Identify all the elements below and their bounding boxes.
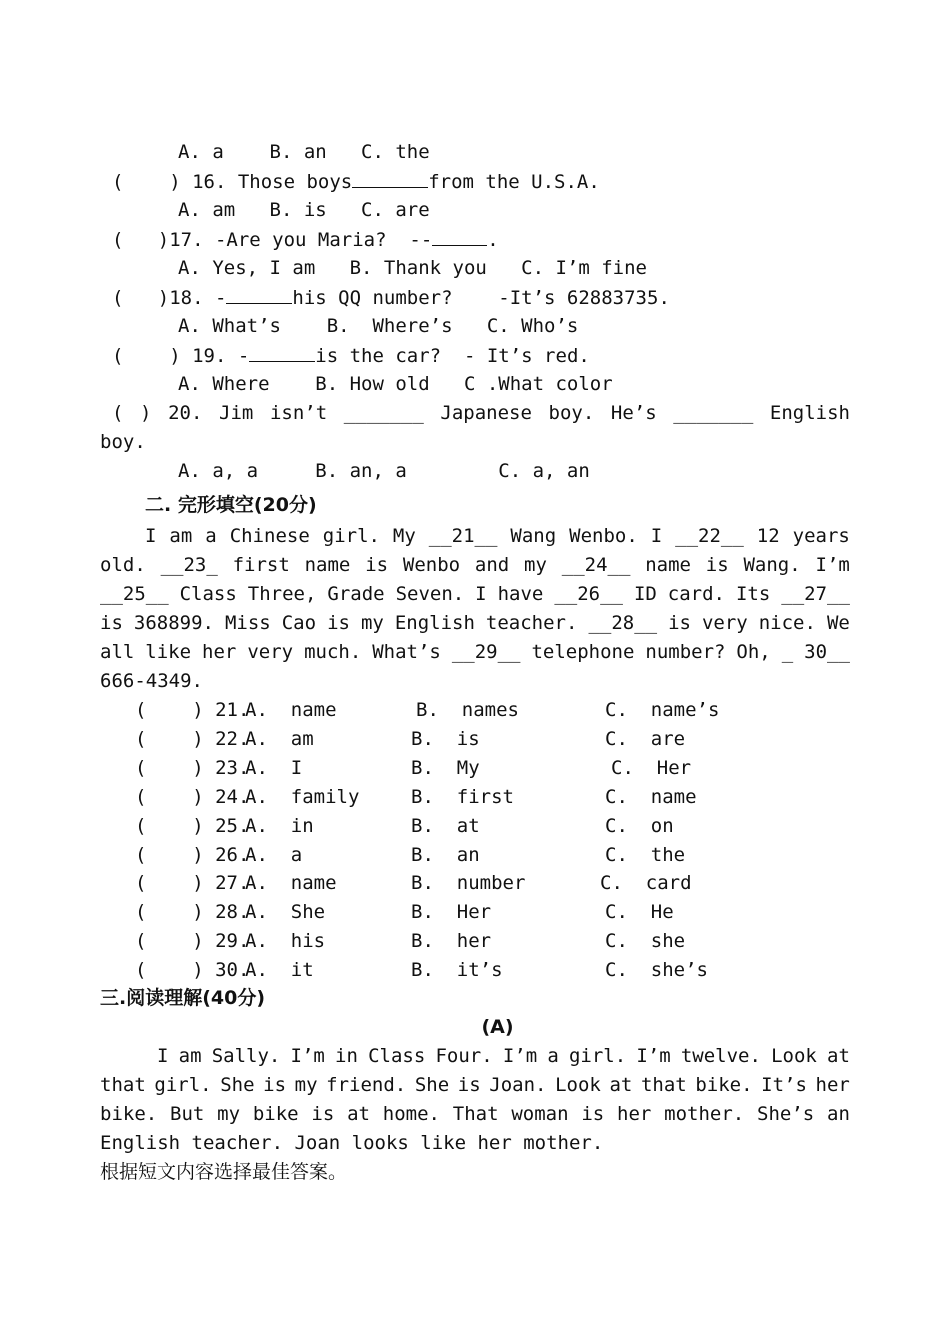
cloze-passage-line-5: all like her very much. What’s __29__ telephone number? Oh, _ 30__ [100, 641, 850, 663]
q19-stem: ( ) 19. - is the car? - It’s red. [112, 341, 590, 370]
reading-passage-line-1: I am Sally. I’m in Class Four. I’m a girl. I’m twelve. Look at [157, 1045, 850, 1067]
cloze-passage-line-3: __25__ Class Three, Grade Seven. I have __26__ ID card. Its __27__ [100, 583, 850, 605]
q17-stem: ( )17. -Are you Maria? -- . [112, 225, 499, 254]
q16-options: A. am B. is C. are [178, 199, 430, 221]
q20-stem-continued: boy. [100, 431, 146, 453]
cloze-passage-line-1: I am a Chinese girl. My __21__ Wang Wenbo. I __22__ 12 years [145, 525, 850, 547]
q16-stem: ( ) 16. Those boys from the U.S.A. [112, 167, 600, 196]
q18-blank [226, 283, 292, 304]
q20-options: A. a, a B. an, a C. a, an [178, 460, 590, 482]
reading-instruction: 根据短文内容选择最佳答案。 [100, 1161, 348, 1183]
q16-blank [352, 167, 428, 188]
q17-blank [432, 225, 487, 246]
q17-options: A. Yes, I am B. Thank you C. I’m fine [178, 257, 647, 279]
q18-stem: ( )18. - his QQ number? -It’s 62883735. [112, 283, 670, 312]
q18-options: A. What’s B. Where’s C. Who’s [178, 315, 579, 337]
cloze-passage-line-6: 666-4349. [100, 670, 203, 692]
reading-passage-line-3: bike. But my bike is at home. That woman is her mother. She’s an [100, 1103, 850, 1125]
reading-passage-a-title: (A) [481, 1016, 514, 1038]
cloze-passage-line-2: old. __23_ first name is Wenbo and my __24__ name is Wang. I’m [100, 554, 850, 576]
q15-options: A. a B. an C. the [178, 141, 430, 163]
reading-passage-line-4: English teacher. Joan looks like her mother. [100, 1132, 604, 1154]
cloze-passage-line-4: is 368899. Miss Cao is my English teacher. __28__ is very nice. We [100, 612, 850, 634]
section2-heading: 二. 完形填空(20分) [145, 494, 317, 516]
q19-blank [249, 341, 315, 362]
exam-page: A. a B. an C. the ( ) 16. Those boys from the U.S.A. A. am B. is C. are ( )17. -Are you Maria? -- . A. Yes, I am B. Thank you C. I’m fine ( )18. - his QQ number? -It’s 62883735. A. What’s B. Where’s C. Who’s ( ) 19. - is the car? - It’s red. A. Where B. How old C .What color ( ) 20. Jim isn’t _______ Japanese boy. He’s _______ English boy. A. a, a B. an, a C. a, an 二. 完形填空(20分) I am a Chinese girl. My __21__ Wang Wenbo. I __22__ 12 years old. __23_ first name is Wenbo and my __24__ name is Wang. I’m __25__ Class Three, Grade Seven. I have __26__ ID card. Its __27__ is 368899. Miss Cao is my English teacher. __28__ is very nice. We all like her very much. What’s __29__ telephone number? Oh, _ 30__ 666-4349. ( ) 21. A. name B. names C. name’s ( ) 22. A. am B. is C. are ( ) 23. A. I B. My C. Her ( ) 24. A. family B. first C. name ( ) 25. A. in B. at C. on ( ) 26. A. a B. an C. the ( ) 27. A. name B. number C. card ( ) 28. A. She B. Her C. He ( ) 29. A. his B. her C. she ( ) 30. A. it B. it’s C. she’s 三.阅读理解(40分) (A) I am Sally. I’m in Class Four. I’m a girl. I’m twelve. Look at that girl. She is my friend. She is Joan. Look at that bike. It’s her bike. But my bike is at home. That woman is her mother. She’s an English teacher. Joan looks like her mother. 根据短文内容选择最佳答案。 [0, 0, 950, 1344]
q19-options: A. Where B. How old C .What color [178, 373, 613, 395]
reading-passage-line-2: that girl. She is my friend. She is Joan. Look at that bike. It’s her [100, 1074, 850, 1096]
section3-heading: 三.阅读理解(40分) [100, 987, 266, 1009]
q20-stem: ( ) 20. Jim isn’t _______ Japanese boy. He’s _______ English [112, 402, 850, 424]
